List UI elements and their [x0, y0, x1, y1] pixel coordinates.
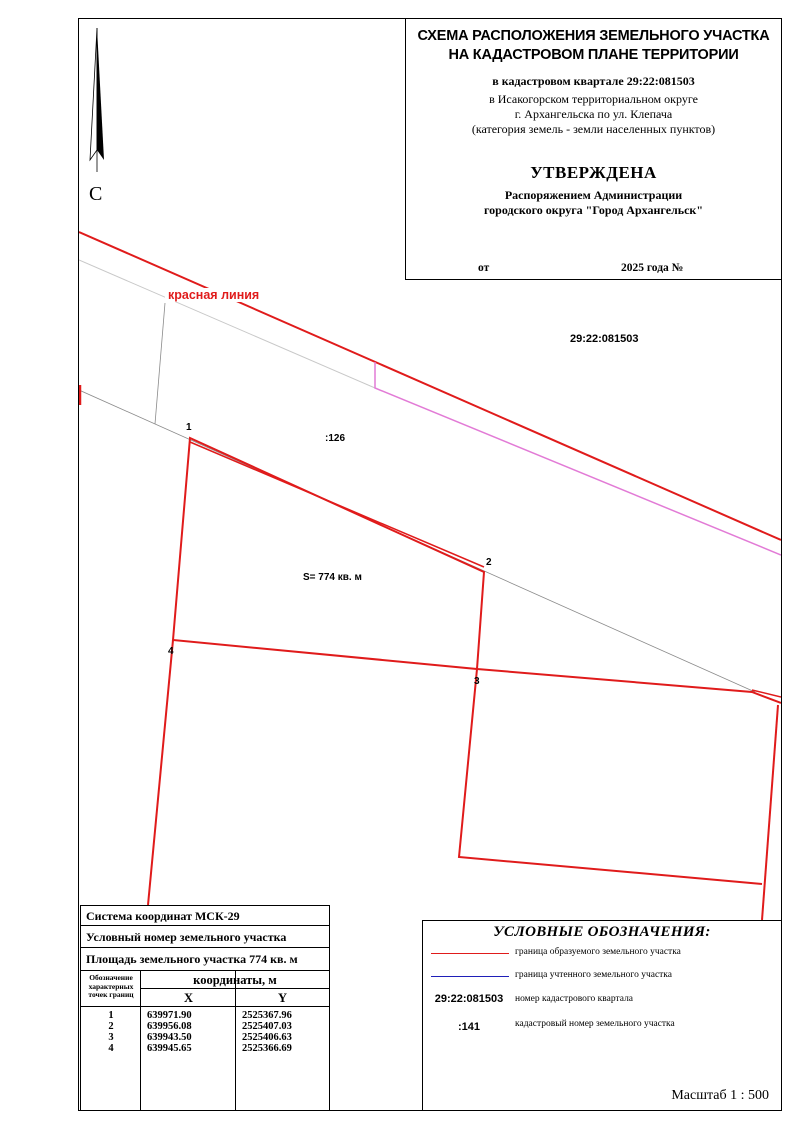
red-line-label: красная линия: [165, 288, 262, 302]
quarter-line: в кадастровом квартале 29:22:081503: [492, 74, 695, 88]
coords-column-header: координаты, м: [141, 971, 329, 989]
points-column-header: Обозначение характерных точек границ: [81, 971, 141, 1007]
table-row: 2 639956.08 2525407.03: [108, 1021, 292, 1032]
table-row: 4 639945.65 2525366.69: [108, 1043, 292, 1054]
parcel-number-label: Условный номер земельного участка: [81, 926, 329, 948]
y-column-header: Y: [236, 989, 329, 1007]
north-letter: С: [89, 183, 103, 205]
legend-item-registered-boundary: граница учтенного земельного участка: [423, 969, 781, 985]
approved-heading: УТВЕРЖДЕНА: [530, 163, 657, 182]
order-line-1: Распоряжением Администрации: [504, 188, 683, 202]
legend-item-quarter-number: 29:22:081503 номер кадастрового квартала: [434, 993, 634, 1005]
blue-line-swatch-icon: [431, 976, 509, 977]
parcel-area-line: Площадь земельного участка 774 кв. м: [81, 948, 329, 971]
title-line-1: СХЕМА РАСПОЛОЖЕНИЯ ЗЕМЕЛЬНОГО УЧАСТКА: [417, 28, 770, 44]
legend-title: УСЛОВНЫЕ ОБОЗНАЧЕНИЯ:: [493, 924, 711, 940]
city-line: г. Архангельска по ул. Клепача: [514, 107, 673, 121]
order-line-2: городского округа "Город Архангельск": [484, 203, 703, 217]
x-column-header: X: [141, 989, 236, 1007]
district-line: в Исакогорском территориальном округе: [489, 92, 698, 106]
table-row: 3 639943.50 2525406.63: [108, 1032, 292, 1043]
coordinate-grid: [81, 971, 329, 1111]
table-row: 1 639971.90 2525367.96: [108, 1010, 292, 1021]
category-line: (категория земель - земли населенных пунктов): [471, 122, 716, 136]
point-label-1: 1: [186, 422, 192, 433]
point-label-3: 3: [474, 676, 480, 687]
title-block: [405, 18, 782, 280]
point-label-2: 2: [486, 557, 492, 568]
legend: [422, 920, 782, 1111]
date-year: 2025 года №: [621, 262, 684, 274]
title-line-2: НА КАДАСТРОВОМ ПЛАНЕ ТЕРРИТОРИИ: [448, 47, 739, 63]
red-line-swatch-icon: [431, 953, 509, 954]
scale-label: Масштаб 1 : 500: [671, 1088, 769, 1103]
date-from: от: [478, 262, 490, 274]
legend-item-parcel-number: :141 кадастровый номер земельного участка: [457, 1019, 675, 1033]
quarter-label: 29:22:081503: [570, 333, 639, 345]
coordinates-table: [80, 905, 330, 1111]
area-label: S= 774 кв. м: [303, 572, 362, 583]
coordinate-system: Система координат МСК-29: [81, 906, 329, 926]
legend-item-formed-boundary: граница образуемого земельного участка: [423, 946, 781, 962]
point-label-4: 4: [168, 646, 174, 657]
neighbor-parcel-label: :126: [325, 433, 346, 444]
